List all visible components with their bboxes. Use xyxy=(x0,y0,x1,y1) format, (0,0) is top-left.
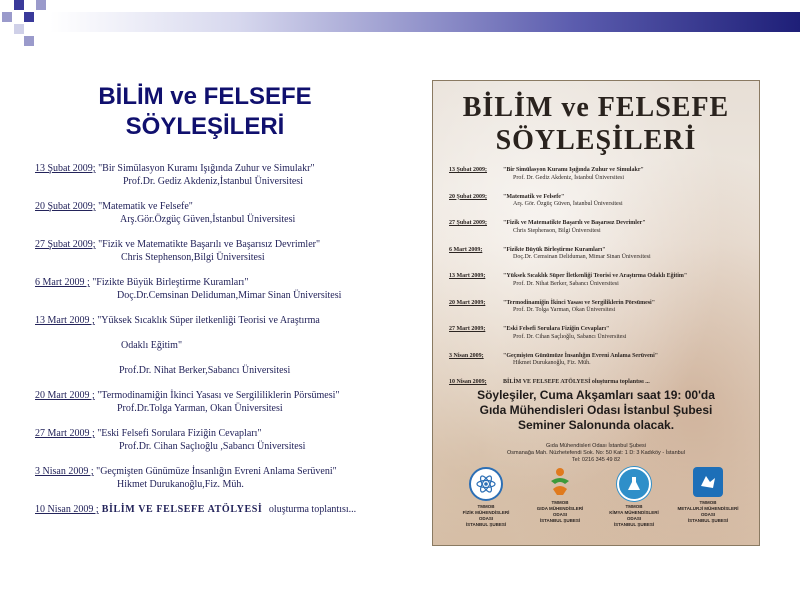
poster-event-speaker: Hikmet Durukanoğlu, Fiz. Müh. xyxy=(513,360,591,366)
schedule-item xyxy=(35,200,415,226)
poster-event-date: 13 Mart 2009; xyxy=(449,273,486,279)
poster-event-title: "Yüksek Sıcaklık Süper İletkenliği Teorisi ve Araştırma Odaklı Eğitim" xyxy=(503,273,688,279)
poster-event-title: "Geçmişten Günümüze İnsanlığın Evreni Anlama Serüveni" xyxy=(503,352,659,359)
poster-event xyxy=(449,300,754,315)
poster-address-line: Tel: 0216 345 49 82 xyxy=(571,457,621,463)
poster-announcement-line: Söyleşiler, Cuma Akşamları saat 19: 00'da xyxy=(477,388,715,402)
event-date: 13 Şubat 2009; xyxy=(35,163,96,174)
header-band xyxy=(50,12,800,32)
schedule-item xyxy=(35,314,415,377)
poster-event xyxy=(449,326,754,341)
sponsor-logo xyxy=(451,467,521,528)
poster-event-date: 20 Mart 2009; xyxy=(449,299,486,306)
event-title: "Fizikte Büyük Birleştirme Kuramları" xyxy=(89,277,249,288)
event-title: "Fizik ve Matematikte Başarılı ve Başarısız Devrimler" xyxy=(95,239,321,250)
poster-event xyxy=(449,194,754,209)
decor-square xyxy=(24,36,34,46)
slide-title xyxy=(30,82,380,142)
event-date: 27 Mart 2009 ; xyxy=(35,428,95,439)
poster-event xyxy=(449,247,754,262)
event-title: "Eski Felsefi Sorulara Fiziğin Cevapları" xyxy=(94,428,262,439)
poster-event-date: 27 Şubat 2009; xyxy=(449,220,488,226)
event-date: 27 Şubat 2009; xyxy=(35,239,96,250)
poster-title-line2: SÖYLEŞİLERİ xyxy=(495,125,697,156)
decor-square xyxy=(36,0,46,10)
poster-event-title: "Eski Felsefi Sorulara Fiziğin Cevapları" xyxy=(503,326,610,332)
sponsor-caption: TMMOB FİZİK MÜHENDİSLERİ ODASI İSTANBUL ŞUBESİ xyxy=(462,504,510,527)
decor-square xyxy=(2,12,12,22)
poster-event-speaker: Prof. Dr. Gediz Akdeniz, İstanbul Üniversitesi xyxy=(513,174,624,181)
poster-event-title: BİLİM VE FELSEFE ATÖLYESİ oluşturma toplantısı ... xyxy=(503,379,650,385)
event-speaker: Prof.Dr. Gediz Akdeniz,İstanbul Üniversitesi xyxy=(123,176,303,187)
atom-icon xyxy=(469,467,503,501)
poster-announcement xyxy=(433,388,759,433)
decor-square xyxy=(14,24,24,34)
schedule-item xyxy=(35,389,415,415)
sponsor-caption: TMMOB GIDA MÜHENDİSLERİ ODASI İSTANBUL ŞUBESİ xyxy=(536,500,584,523)
poster-event-date: 27 Mart 2009; xyxy=(449,326,486,332)
slide-title-line1: BİLİM ve FELSEFE xyxy=(98,83,312,110)
poster-event-date: 20 Şubat 2009; xyxy=(449,193,488,200)
poster-event-speaker: Prof. Dr. Tolga Yarman, Okan Üniversitesi xyxy=(513,307,616,313)
event-speaker: Prof.Dr. Cihan Saçlıoğlu ,Sabancı Üniversitesi xyxy=(119,441,306,452)
sponsor-logo xyxy=(673,467,743,528)
poster-event-date: 6 Mart 2009; xyxy=(449,246,483,253)
sponsor-logo xyxy=(599,467,669,528)
poster-event-title: "Bir Simülasyon Kuramı Işığında Zuhur ve Simulakr" xyxy=(503,167,644,173)
schedule-item xyxy=(35,503,415,516)
sponsor-logo xyxy=(525,467,595,528)
schedule-item xyxy=(35,238,415,264)
event-date: 3 Nisan 2009 ; xyxy=(35,466,94,477)
poster-event-title: "Termodinamiğin İkinci Yasası ve Sergiliklerin Pörsümesi" xyxy=(503,299,656,306)
figure-icon xyxy=(545,467,575,497)
poster-event-speaker: Prof. Dr. Nihat Berker, Sabancı Üniversitesi xyxy=(513,280,619,287)
event-speaker: Prof.Dr.Tolga Yarman, Okan Üniversitesi xyxy=(117,403,283,414)
decor-square xyxy=(14,0,24,10)
poster-event xyxy=(449,379,754,387)
event-speaker: Hikmet Durukanoğlu,Fiz. Müh. xyxy=(117,479,244,490)
poster-event-title: "Matematik ve Felsefe" xyxy=(503,193,565,200)
event-date: 20 Şubat 2009; xyxy=(35,201,96,212)
poster-event-speaker: Chris Stephenson, Bilgi Üniversitesi xyxy=(513,227,601,234)
poster-event-title: "Fizik ve Matematikte Başarılı ve Başarısız Devrimler" xyxy=(503,220,646,226)
event-date: 20 Mart 2009 ; xyxy=(35,390,95,401)
poster-event xyxy=(449,220,754,235)
poster-address-line: Gıda Mühendisleri Odası İstanbul Şubesi xyxy=(546,443,646,449)
poster-title xyxy=(433,91,759,157)
event-title-continued: Odaklı Eğitim" xyxy=(121,340,183,351)
decor-square xyxy=(24,12,34,22)
poster-event xyxy=(449,273,754,288)
schedule-item xyxy=(35,276,415,302)
event-speaker: Arş.Gör.Özgüç Güven,İstanbul Üniversitesi xyxy=(120,214,296,225)
schedule-item xyxy=(35,465,415,491)
poster-address-line: Osmanağa Mah. Nüzhetefendi Sok. No: 50 Kat: 1 D: 3 Kadıköy - İstanbul xyxy=(507,450,685,456)
poster-event-speaker: Arş. Gör. Özgüç Güven, İstanbul Üniversitesi xyxy=(513,201,623,207)
event-title: "Yüksek Sıcaklık Süper iletkenliği Teorisi ve Araştırma xyxy=(94,315,320,326)
metal-icon xyxy=(693,467,723,497)
event-title: "Termodinamiğin İkinci Yasası ve Sergililiklerin Pörsümesi" xyxy=(94,390,340,401)
poster-event xyxy=(449,353,754,368)
poster-title-line1: BİLİM ve FELSEFE xyxy=(462,92,730,123)
event-title: BİLİM VE FELSEFE ATÖLYESİ xyxy=(98,504,263,515)
poster-event-date: 10 Nisan 2009; xyxy=(449,379,487,385)
event-speaker: Prof.Dr. Nihat Berker,Sabancı Üniversitesi xyxy=(119,365,291,376)
slide-title-line2: SÖYLEŞİLERİ xyxy=(125,113,285,140)
poster-event-speaker: Prof. Dr. Cihan Saçlıoğlu, Sabancı Üniversitesi xyxy=(513,333,627,340)
event-date: 10 Nisan 2009 ; xyxy=(35,504,99,515)
poster-event-title: "Fizikte Büyük Birleştirme Kuramları" xyxy=(503,246,606,253)
schedule-item xyxy=(35,427,415,453)
event-date: 6 Mart 2009 ; xyxy=(35,277,90,288)
poster-logos xyxy=(451,467,743,528)
flask-icon xyxy=(617,467,651,501)
event-title: "Geçmişten Günümüze İnsanlığın Evreni Anlama Serüveni" xyxy=(93,466,337,477)
event-title: "Matematik ve Felsefe" xyxy=(95,201,193,212)
poster-event xyxy=(449,167,754,182)
poster-announcement-line: Seminer Salonunda olacak. xyxy=(517,418,675,432)
schedule-list xyxy=(35,162,415,528)
event-note: oluşturma toplantısı... xyxy=(266,504,357,515)
poster-event-date: 13 Şubat 2009; xyxy=(449,167,488,173)
event-title: "Bir Simülasyon Kuramı Işığında Zuhur ve Simulakr" xyxy=(95,163,315,174)
sponsor-caption: TMMOB KİMYA MÜHENDİSLERİ ODASI İSTANBUL ŞUBESİ xyxy=(609,504,659,527)
event-speaker: Doç.Dr.Cemsinan Deliduman,Mimar Sinan Üniversitesi xyxy=(117,290,342,301)
poster-event-speaker: Doç.Dr. Cemsinan Deliduman, Mimar Sinan Üniversitesi xyxy=(513,254,651,260)
sponsor-caption: TMMOB METALURJİ MÜHENDİSLERİ ODASI İSTANBUL ŞUBESİ xyxy=(677,500,739,523)
poster-schedule xyxy=(449,167,754,398)
event-poster xyxy=(432,80,760,546)
poster-event-date: 3 Nisan 2009; xyxy=(449,352,484,359)
event-speaker: Chris Stephenson,Bilgi Üniversitesi xyxy=(121,252,265,263)
schedule-item xyxy=(35,162,415,188)
poster-address xyxy=(433,443,759,464)
event-date: 13 Mart 2009 ; xyxy=(35,315,95,326)
poster-announcement-line: Gıda Mühendisleri Odası İstanbul Şubesi xyxy=(479,403,713,417)
